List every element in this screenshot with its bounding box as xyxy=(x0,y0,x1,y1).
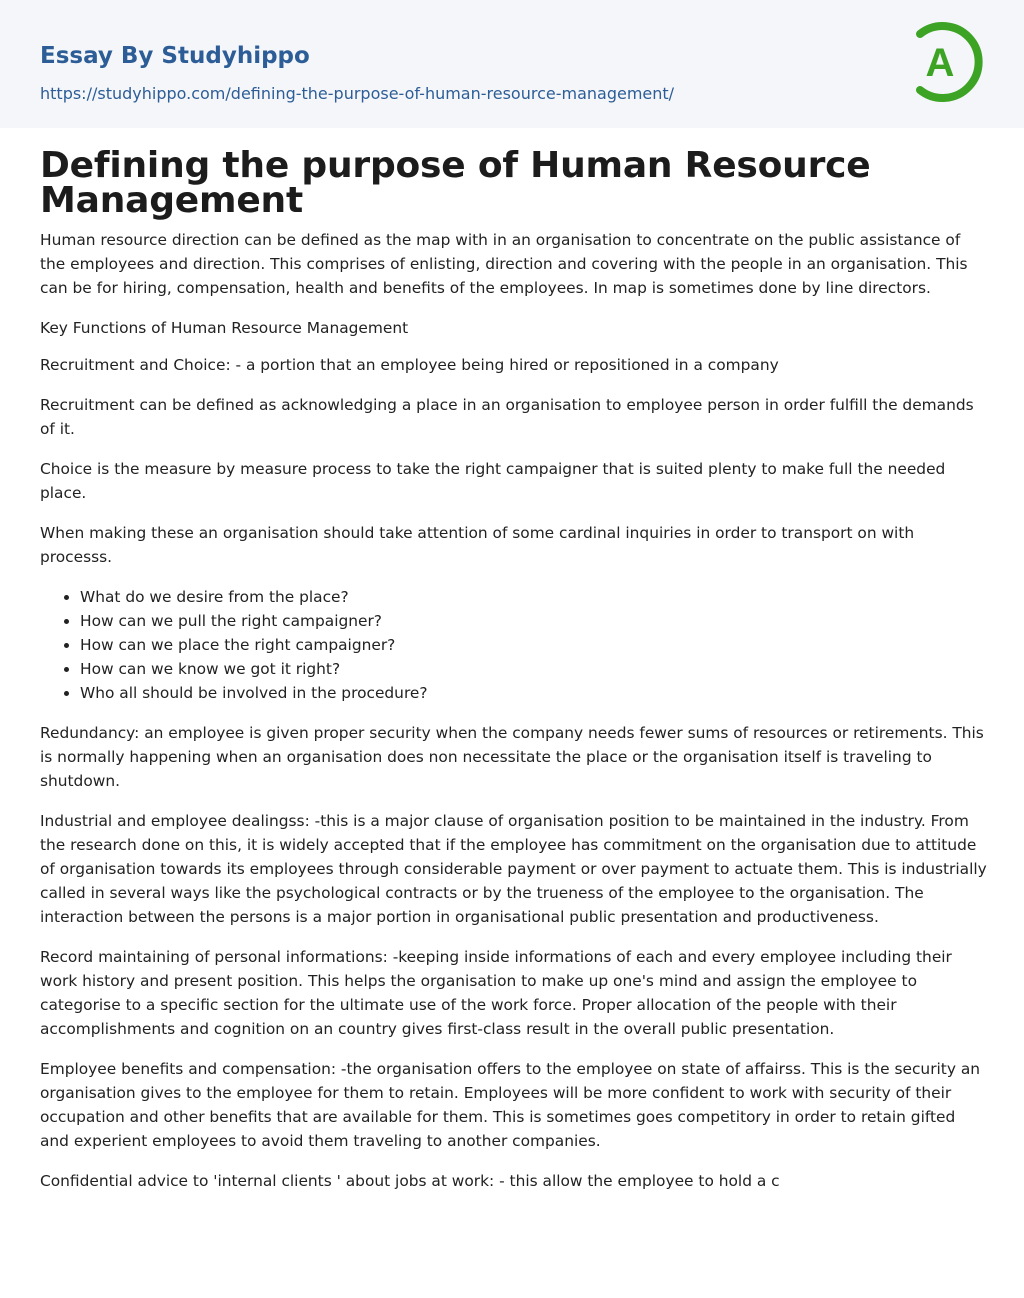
page-header xyxy=(0,0,1024,128)
article xyxy=(40,145,988,1209)
page-title: Defining the purpose of Human Resource Management xyxy=(40,145,871,221)
industrial-relations-paragraph: Industrial and employee dealingss: -this is a major clause of organisation position to be maintained in the industry. From the research done on this, it is widely accepted that if the employee has commitment on the organisation due to attitude of organisation towards its employees through considerable payment or over payment to actuate them. This is industrially called in several ways like the psychological contracts or by the trueness of the employee to the organisation. The interaction between the persons is a major portion in organisational public presentation and productiveness. xyxy=(40,812,987,926)
intro-paragraph: Human resource direction can be defined as the map with in an organisation to concentrate on the public assistance of the employees and direction. This comprises of enlisting, direction and covering with the people in an organisation. This can be for hiring, compensation, health and benefits of the employees. In map is sometimes done by line directors. xyxy=(40,231,968,297)
list-item: • How can we place the right campaigner? xyxy=(80,633,988,657)
list-item: • What do we desire from the place? xyxy=(80,585,988,609)
studyhippo-logo-icon[interactable] xyxy=(908,18,988,106)
record-keeping-paragraph: Record maintaining of personal informations: -keeping inside informations of each and every employee including their work history and present position. This helps the organisation to make up one's mind and assign the employee to categorise to a specific section for the ultimate use of the work force. Proper allocation of the people with their accomplishments and cognition on an country gives first-class result in the overall public presentation. xyxy=(40,948,952,1038)
redundancy-paragraph: Redundancy: an employee is given proper security when the company needs fewer sums of resources or retirements. This is normally happening when an organisation does non necessitate the place or the organisation itself is traveling to shutdown. xyxy=(40,724,984,790)
list-item: • How can we pull the right campaigner? xyxy=(80,609,988,633)
recruitment-definition-paragraph: Recruitment can be defined as acknowledging a place in an organisation to employee person in order fulfill the demands of it. xyxy=(40,396,974,438)
inquiries-intro-paragraph: When making these an organisation should take attention of some cardinal inquiries in order to transport on with processs. xyxy=(40,524,915,566)
confidential-advice-paragraph: Confidential advice to 'internal clients ' about jobs at work: - this allow the employee to hold a c xyxy=(40,1172,780,1190)
recruitment-choice-paragraph: Recruitment and Choice: - a portion that an employee being hired or repositioned in a company xyxy=(40,356,779,374)
list-item: • Who all should be involved in the procedure? xyxy=(80,681,988,705)
choice-definition-paragraph: Choice is the measure by measure process to take the right campaigner that is suited plenty to make full the needed place. xyxy=(40,460,946,502)
source-url-link[interactable]: https://studyhippo.com/defining-the-purpose-of-human-resource-management/ xyxy=(40,84,675,103)
benefits-paragraph: Employee benefits and compensation: -the organisation offers to the employee on state of affairss. This is the security an organisation gives to the employee for them to retain. Employees will be more confident to work with security of their occupation and other benefits that are available for them. This is sometimes goes competitory in order to retain gifted and experient employees to avoid them traveling to another companies. xyxy=(40,1060,981,1150)
key-functions-heading: Key Functions of Human Resource Management xyxy=(40,319,409,337)
brand-title[interactable]: Essay By Studyhippo xyxy=(40,43,310,69)
list-item: • How can we know we got it right? xyxy=(80,657,988,681)
logo-letter: A xyxy=(925,41,955,85)
questions-list xyxy=(40,585,988,705)
